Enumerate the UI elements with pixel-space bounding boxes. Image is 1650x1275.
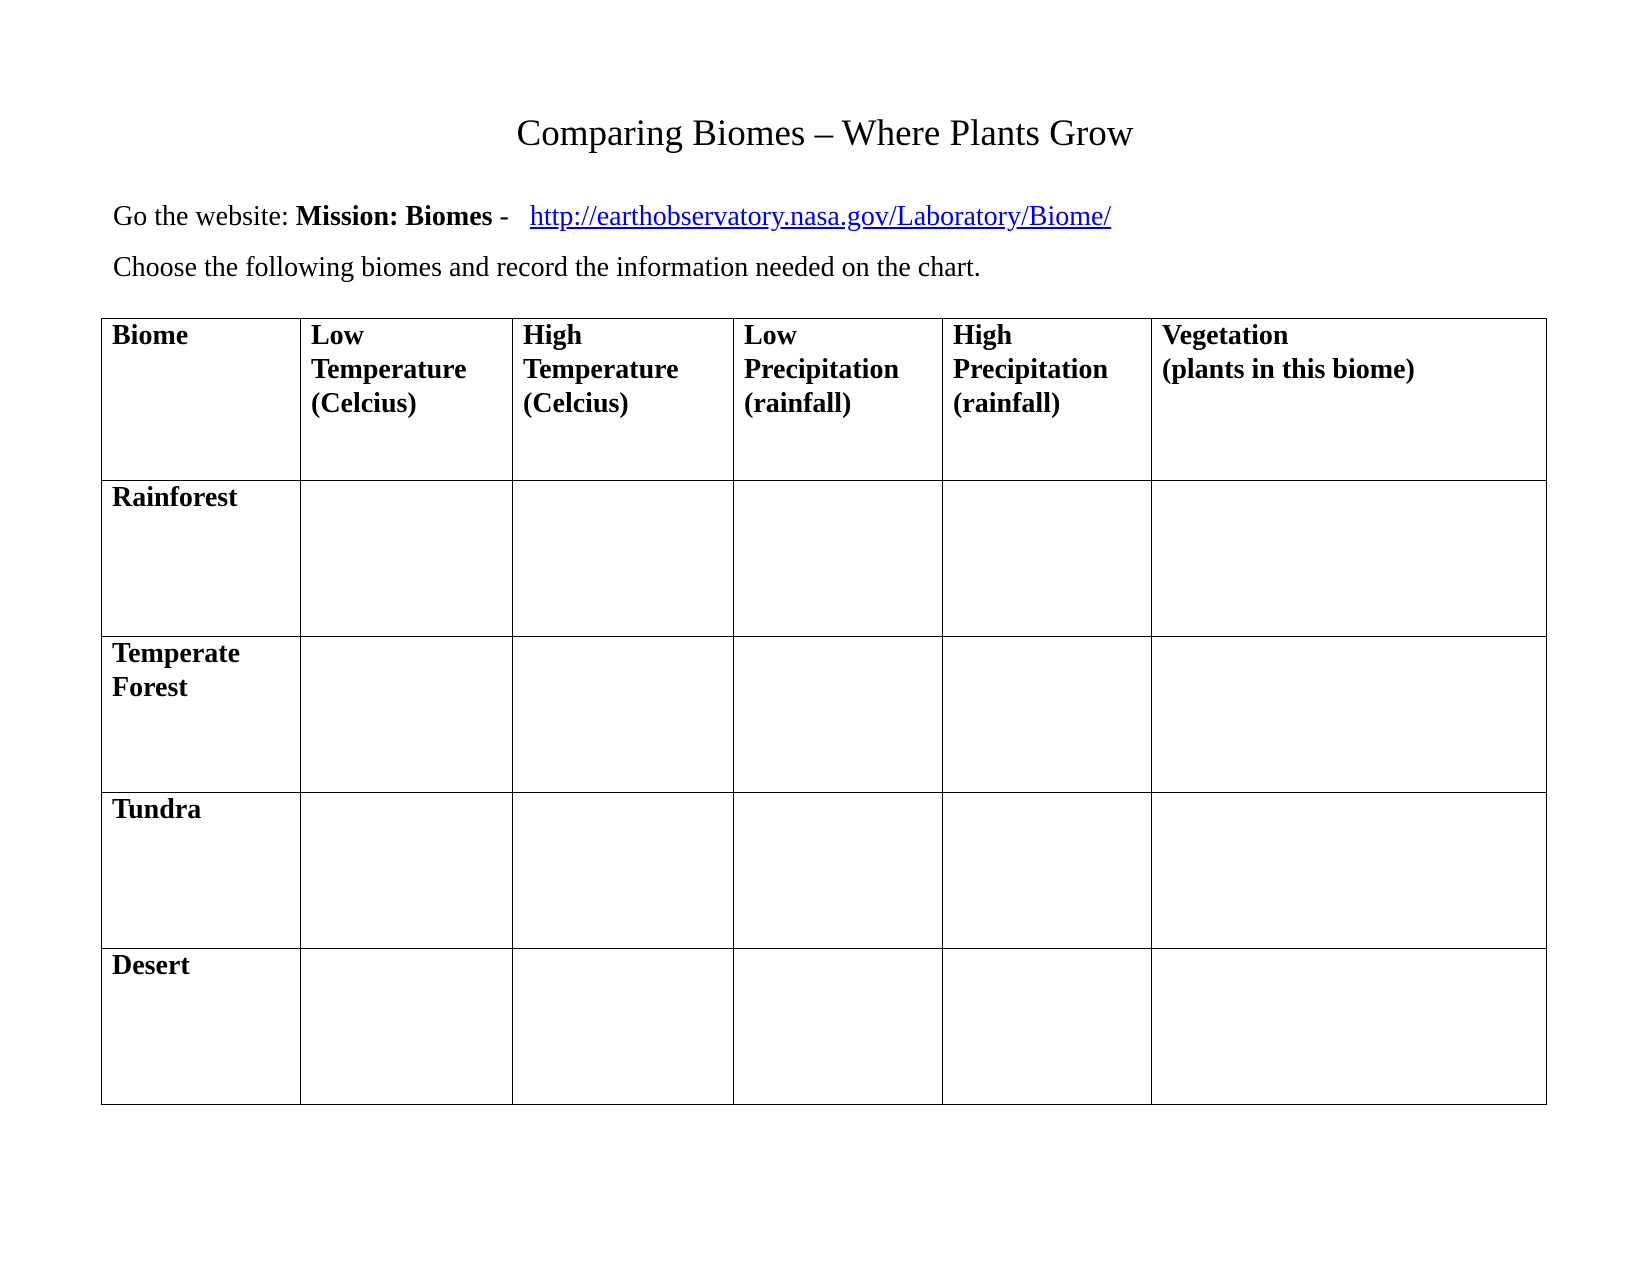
header-high-precipitation: High Precipitation (rainfall) [943,319,1152,481]
instruction-separator: - [492,201,516,232]
answer-cell[interactable] [943,637,1152,793]
answer-cell[interactable] [1152,793,1547,949]
answer-cell[interactable] [943,793,1152,949]
answer-cell[interactable] [513,793,734,949]
table-row-rainforest [102,481,1547,637]
answer-cell[interactable] [301,637,513,793]
answer-cell[interactable] [301,949,513,1105]
website-instruction [113,200,1111,234]
answer-cell[interactable] [301,793,513,949]
header-vegetation: Vegetation (plants in this biome) [1152,319,1547,481]
answer-cell[interactable] [513,949,734,1105]
answer-cell[interactable] [943,481,1152,637]
answer-cell[interactable] [1152,637,1547,793]
page-title: Comparing Biomes – Where Plants Grow [516,113,1134,154]
answer-cell[interactable] [734,481,943,637]
answer-cell[interactable] [513,637,734,793]
row-label-tundra: Tundra [102,793,301,949]
site-name: Mission: Biomes [295,201,493,232]
table-row-desert [102,949,1547,1105]
row-label-desert: Desert [102,949,301,1105]
biome-comparison-table [101,318,1547,1105]
biome-website-link[interactable]: http://earthobservatory.nasa.gov/Laboratory/Biome/ [529,201,1112,232]
instruction-prefix: Go the website: [113,201,296,232]
header-low-precipitation: Low Precipitation (rainfall) [734,319,943,481]
answer-cell[interactable] [734,949,943,1105]
answer-cell[interactable] [301,481,513,637]
answer-cell[interactable] [943,949,1152,1105]
header-row [102,319,1547,481]
row-label-temperate-forest: Temperate Forest [102,637,301,793]
answer-cell[interactable] [1152,949,1547,1105]
answer-cell[interactable] [734,637,943,793]
header-low-temperature: Low Temperature (Celcius) [301,319,513,481]
row-label-rainforest: Rainforest [102,481,301,637]
table-row-tundra [102,793,1547,949]
table-row-temperate-forest [102,637,1547,793]
header-biome: Biome [102,319,301,481]
answer-cell[interactable] [513,481,734,637]
answer-cell[interactable] [734,793,943,949]
header-high-temperature: High Temperature (Celcius) [513,319,734,481]
answer-cell[interactable] [1152,481,1547,637]
chart-instruction: Choose the following biomes and record the information needed on the chart. [113,252,981,283]
